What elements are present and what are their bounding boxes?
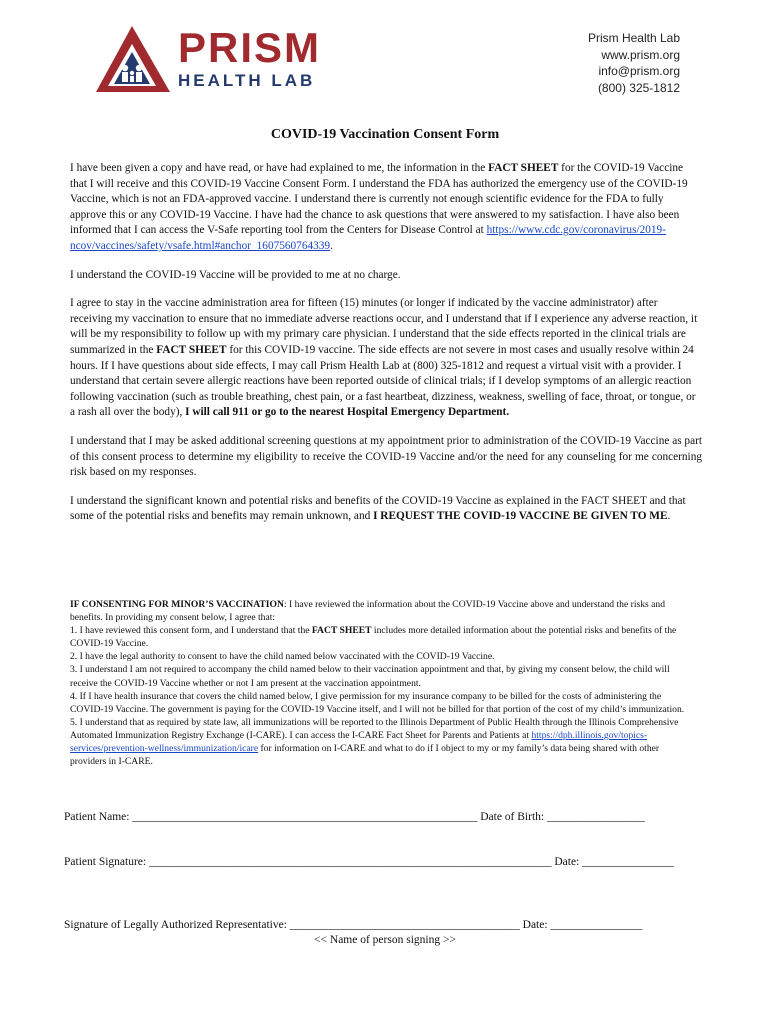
paragraph-screening: I understand that I may be asked additional screening questions at my appointment prior to administration of the COVID-19 Vaccine as part of this consent process to determine my eligibility to receive the COVID-19 Vaccine and/or the need for any counseling for me concerning risk based on my responses. xyxy=(70,434,702,479)
minor-heading: IF CONSENTING FOR MINOR’S VACCINATION xyxy=(70,599,284,610)
paragraph-risks xyxy=(70,494,702,525)
paragraph-fact-sheet xyxy=(70,161,702,255)
minor-item-5 xyxy=(70,716,690,768)
prism-triangle-logo-icon xyxy=(96,22,174,94)
paragraph-observation xyxy=(70,296,702,421)
icare-link[interactable]: https://dph.illinois.gov/topics-services/prevention-wellness/immunization/icare xyxy=(70,729,648,755)
minor-item-2: 2. I have the legal authority to consent to have the child named below vaccinated with the COVID-19 Vaccine. xyxy=(70,651,495,663)
p1-text-a: I have been given a copy and have read, or have had explained to me, the information in the xyxy=(70,162,489,174)
minor-item-5-text-b: for information on I-CARE and what to do if I object to my or my family’s data being shared with other providers in I-CARE. xyxy=(70,743,660,768)
p5-request: I REQUEST THE COVID-19 VACCINE BE GIVEN TO ME xyxy=(373,510,668,523)
p1-end: . xyxy=(330,239,333,252)
form-title: COVID-19 Vaccination Consent Form xyxy=(270,127,500,142)
minor-intro xyxy=(70,598,690,624)
p5-end: . xyxy=(667,510,671,523)
paragraph-no-charge: I understand the COVID-19 Vaccine will be provided to me at no charge. xyxy=(70,268,401,281)
minor-item-1-fact-sheet: FACT SHEET xyxy=(311,625,372,637)
contact-website[interactable]: www.prism.org xyxy=(601,47,680,62)
brand-subtitle: HEALTH LAB xyxy=(178,71,316,90)
contact-block xyxy=(588,30,680,96)
representative-caption: << Name of person signing >> xyxy=(314,934,456,946)
patient-name-field[interactable]: Patient Name: ____________________________________________________________ Date of Birth: _________________ xyxy=(64,811,645,823)
representative-signature-field[interactable]: Signature of Legally Authorized Representative: ________________________________________ Date: ________________ xyxy=(64,919,643,931)
brand-name: PRISM xyxy=(178,24,322,71)
patient-signature-field[interactable]: Patient Signature: ______________________________________________________________________ Date: ________________ xyxy=(64,856,675,868)
minor-item-4: 4. If I have health insurance that covers the child named below, I give permission for my insurance company to be billed for the costs of administering the COVID-19 Vaccine. The government is paying for the COVID-19 Vaccine itself, and I will not be billed for that portion of the cost of my child’s immunization. xyxy=(70,690,685,715)
minor-item-5-text-a: 5. I understand that as required by state law, all immunizations will be reported to the Illinois Department of Public Health through the Illinois Comprehensive Automated Immunization Registry Exchange (I-CARE). I can access the I-CARE Fact Sheet for Parents and Patients at xyxy=(70,716,679,741)
minor-item-1-text-b: includes more detailed information about the potential risks and benefits of the COVID-19 Vaccine. xyxy=(70,625,677,650)
minor-item-1 xyxy=(70,624,690,650)
vsafe-link[interactable]: https://www.cdc.gov/coronavirus/2019-ncov/vaccines/safety/vsafe.html#anchor_1607560764339 xyxy=(70,224,666,252)
prism-health-lab-logo xyxy=(96,22,356,102)
minor-item-1-text-a: 1. I have reviewed this consent form, and I understand that the xyxy=(70,625,312,637)
p1-text-b: for the COVID-19 Vaccine that I will receive and this COVID-19 Vaccine Consent Form. I understand the FDA has authorized the emergency use of the COVID-19 Vaccine, which is not an FDA-approved vaccine. I understand there is currently not enough scientific evidence for the FDA to fully approve this or any COVID-19 Vaccine. I have had the chance to ask questions that were answered to my satisfaction. I have also been informed that I can access the V-Safe reporting tool from the Centers for Disease Control at xyxy=(70,162,688,237)
contact-phone: (800) 325-1812 xyxy=(597,80,680,95)
contact-org: Prism Health Lab xyxy=(587,31,680,45)
consent-body xyxy=(70,161,702,538)
minor-item-3: 3. I understand I am not required to accompany the child named below to their vaccination appointment and that, by giving my consent below, the child will receive the COVID-19 Vaccine whether or not I am present at the vaccination appointment. xyxy=(70,664,670,689)
minor-intro-text: : I have reviewed the information about the COVID-19 Vaccine above and understand the risks and benefits. In providing my consent below, I agree that: xyxy=(70,599,665,624)
contact-email[interactable]: info@prism.org xyxy=(598,64,680,78)
p3-emergency: I will call 911 or go to the nearest Hospital Emergency Department. xyxy=(185,406,510,419)
p3-fact-sheet: FACT SHEET xyxy=(156,343,227,356)
minor-consent-section xyxy=(70,598,690,768)
p1-fact-sheet: FACT SHEET xyxy=(488,162,559,174)
p3-text-a: I agree to stay in the vaccine administration area for fifteen (15) minutes (or longer if indicated by the vaccine administrator) after receiving my vaccination to ensure that no immediate adverse reactions occur, and I understand that if I experience any adverse reaction, it will be my responsibility to follow up with my primary care physician. I understand that the side effects reported in the clinical trials are summarized in the xyxy=(70,297,698,356)
p5-text-a: I understand the significant known and potential risks and benefits of the COVID-19 Vaccine as explained in the FACT SHEET and that some of the potential risks and benefits may remain unknown, and xyxy=(70,494,686,523)
p3-text-b: for this COVID-19 vaccine. The side effects are not severe in most cases and usually resolve within 24 hours. If I have questions about side effects, I may call Prism Health Lab at (800) 325-1812 and request a virtual visit with a provider. I understand that certain severe allergic reactions have been reported outside of clinical trials; if I develop symptoms of an allergic reaction following vaccination (such as trouble breathing, chest pain, or a fast heartbeat, dizziness, weakness, swelling of face, throat, or tongue, or a rash all over the body), xyxy=(70,343,696,419)
